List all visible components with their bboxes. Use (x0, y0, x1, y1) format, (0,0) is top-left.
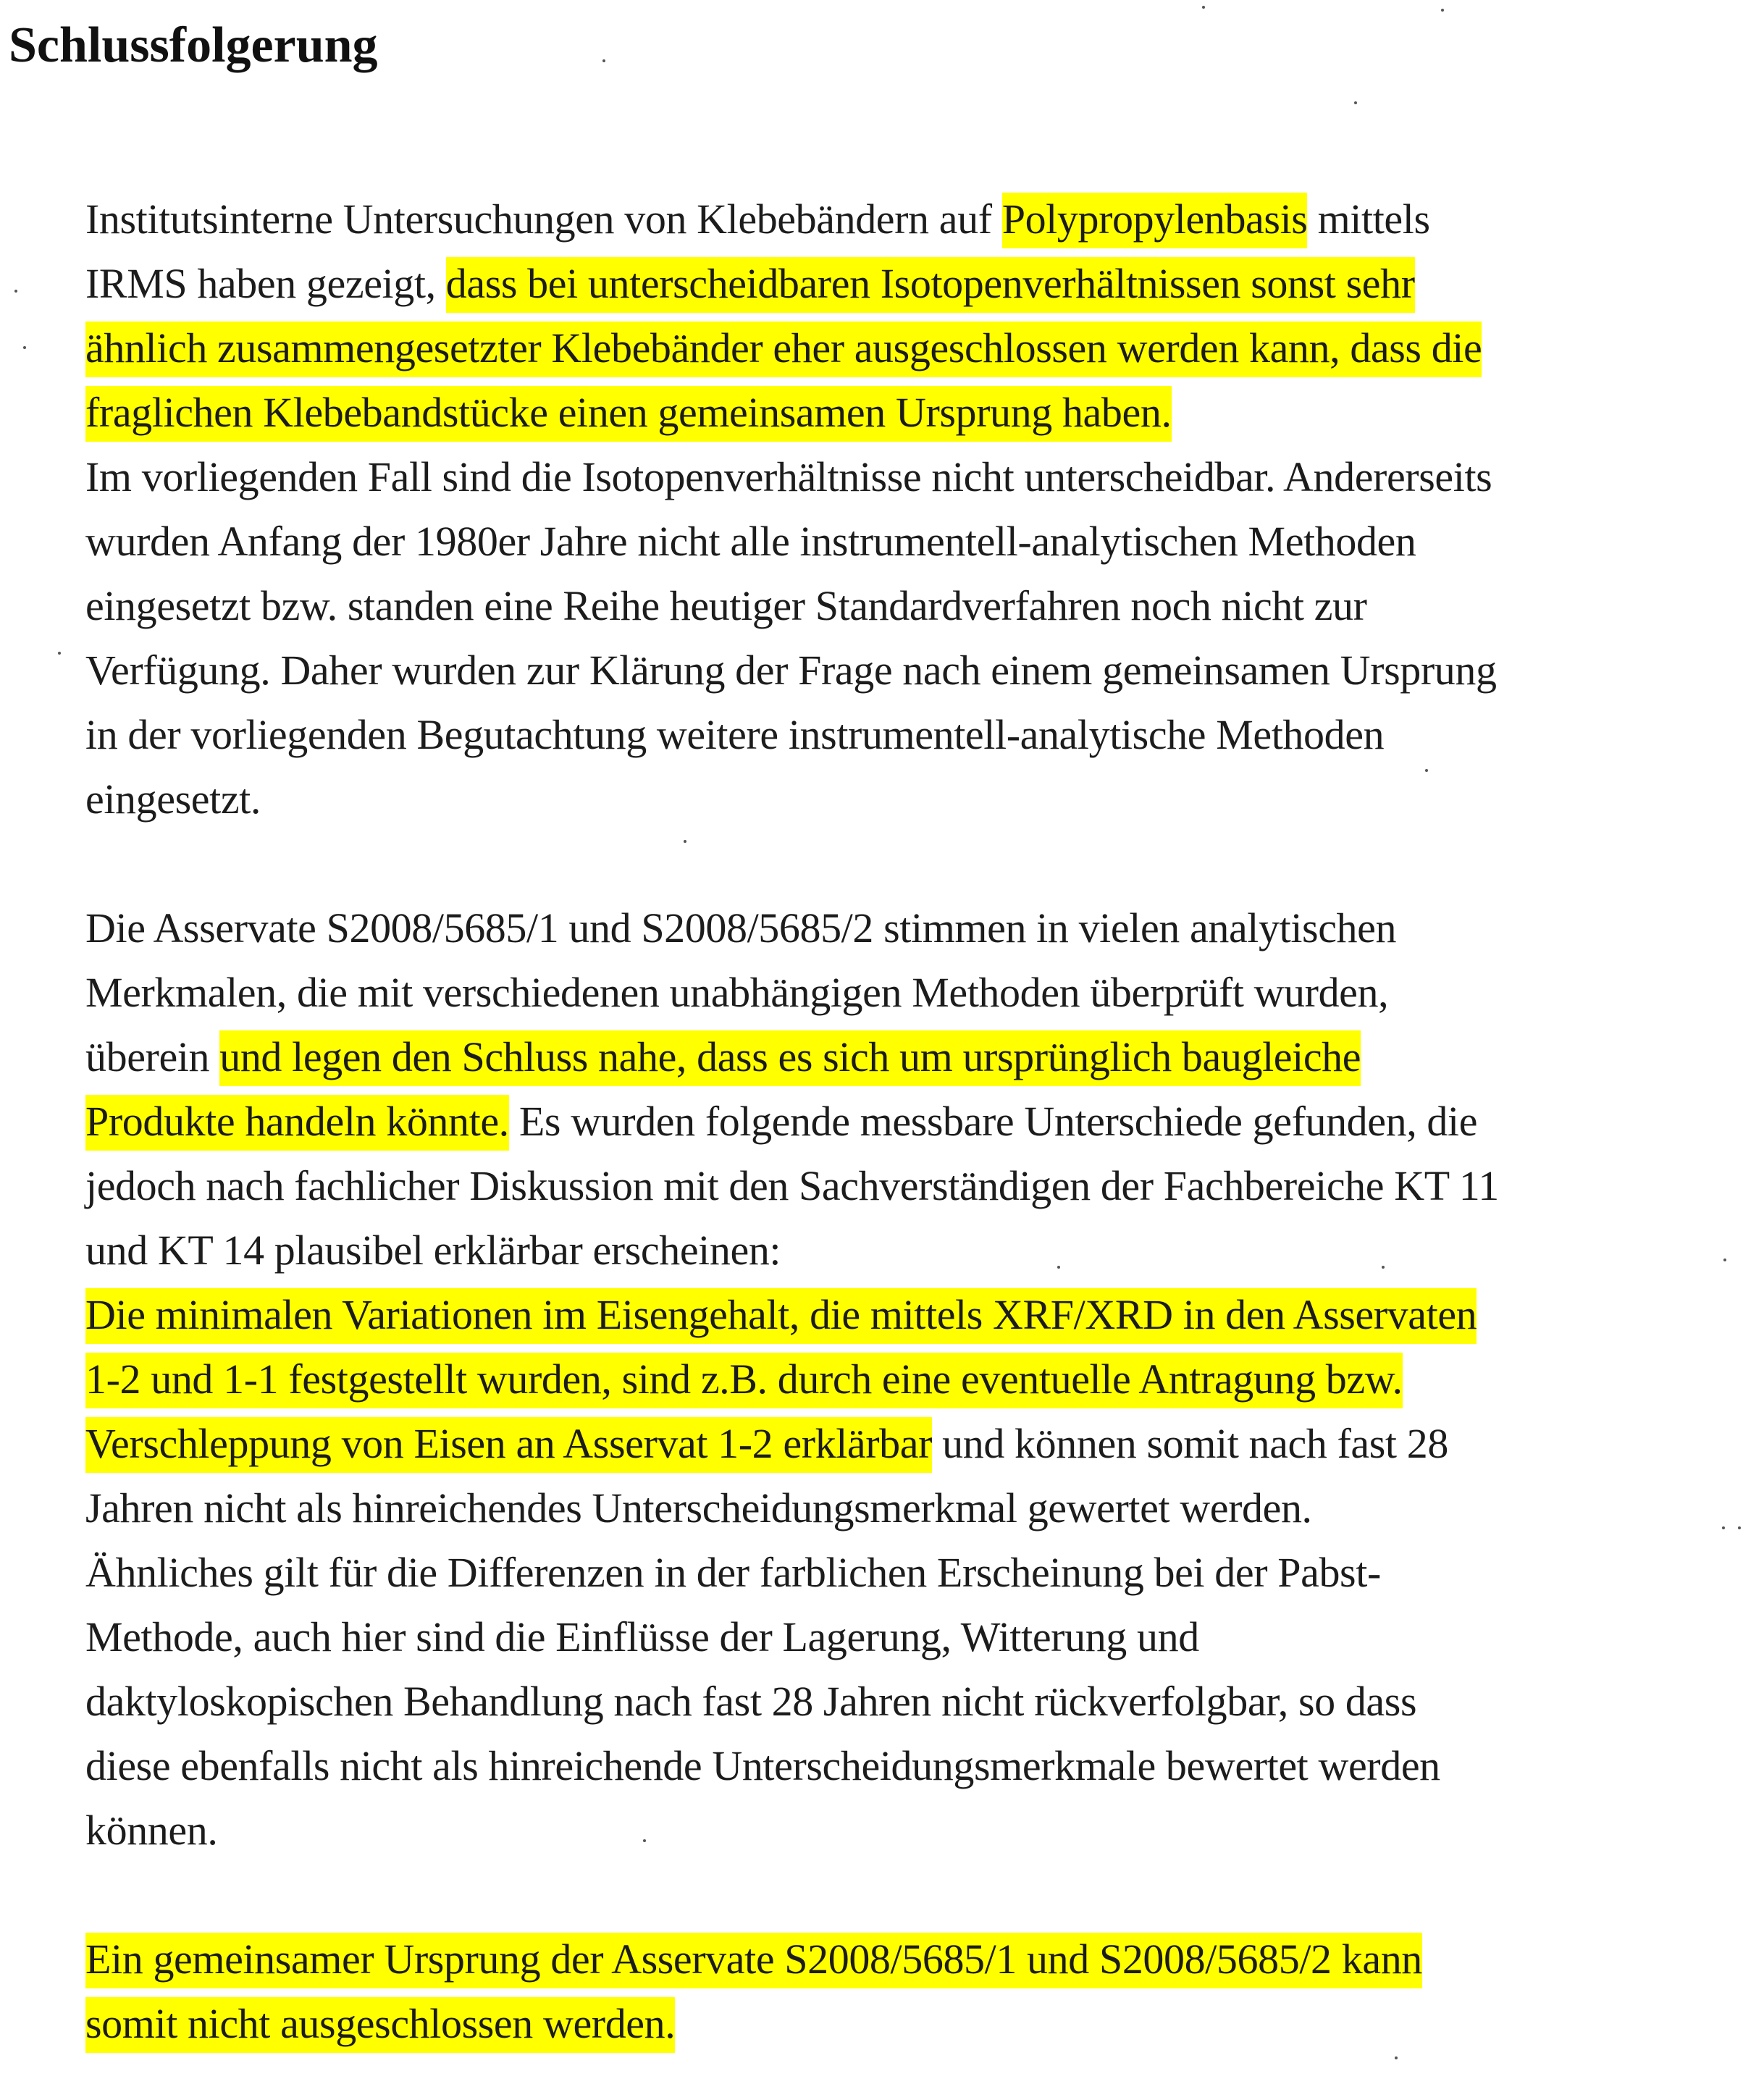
text-segment: in der vorliegenden Begutachtung weitere instrumentell-analytische Methoden (85, 711, 1385, 758)
text-segment: daktyloskopischen Behandlung nach fast 28 Jahren nicht rückverfolgbar, so dass (85, 1678, 1417, 1725)
text-line (85, 960, 1388, 1025)
text-segment: und können somit nach fast 28 (932, 1420, 1448, 1467)
scan-speck (1057, 1266, 1060, 1269)
text-line (85, 896, 1396, 961)
page-heading: Schlussfolgerung (9, 17, 378, 73)
text-segment: Merkmalen, die mit verschiedenen unabhängigen Methoden überprüft wurden, (85, 969, 1389, 1016)
scan-speck (1425, 769, 1428, 772)
text-line (85, 1734, 1440, 1799)
text-segment: Verfügung. Daher wurden zur Klärung der Frage nach einem gemeinsamen Ursprung (85, 647, 1497, 694)
text-line (85, 1347, 1403, 1412)
text-segment: Ähnliches gilt für die Differenzen in der farblichen Erscheinung bei der Pabst- (85, 1549, 1381, 1596)
text-segment: Jahren nicht als hinreichendes Unterscheidungsmerkmal gewertet werden. (85, 1484, 1312, 1532)
scan-speck (23, 346, 26, 349)
text-segment: Im vorliegenden Fall sind die Isotopenverhältnisse nicht unterscheidbar. Andererseits (85, 453, 1492, 500)
highlighted-text: Produkte handeln könnte. (85, 1095, 509, 1151)
text-segment: wurden Anfang der 1980er Jahre nicht alle instrumentell-analytischen Methoden (85, 518, 1416, 565)
text-line (85, 1991, 675, 2056)
text-line (85, 1154, 1499, 1219)
scan-speck (1738, 1526, 1741, 1529)
text-line (85, 702, 1384, 768)
text-line (85, 638, 1497, 703)
text-segment: und KT 14 plausibel erklärbar erscheinen: (85, 1227, 781, 1274)
text-segment: IRMS haben gezeigt, (85, 260, 446, 307)
highlighted-text: fraglichen Klebebandstücke einen gemeinsamen Ursprung haben. (85, 386, 1172, 442)
text-line (85, 1540, 1381, 1605)
scan-speck (1441, 9, 1444, 12)
scan-speck (1382, 1266, 1385, 1269)
highlighted-text: dass bei unterscheidbaren Isotopenverhältnissen sonst sehr (446, 257, 1415, 313)
text-line (85, 380, 1172, 445)
scan-speck (1723, 1259, 1726, 1261)
text-segment: eingesetzt. (85, 776, 261, 823)
text-segment: jedoch nach fachlicher Diskussion mit den Sachverständigen der Fachbereiche KT 11 (85, 1162, 1499, 1209)
text-line (85, 251, 1415, 316)
scan-speck (1395, 2056, 1398, 2059)
scan-speck (1202, 6, 1205, 9)
text-segment: mittels (1307, 196, 1430, 243)
text-line (85, 1025, 1361, 1090)
highlighted-text: Ein gemeinsamer Ursprung der Asservate S2008/5685/1 und S2008/5685/2 kann (85, 1933, 1422, 1988)
scan-speck (58, 652, 61, 655)
highlighted-text: ähnlich zusammengesetzter Klebebänder eher ausgeschlossen werden kann, dass die (85, 322, 1482, 377)
highlighted-text: somit nicht ausgeschlossen werden. (85, 1997, 675, 2053)
text-line (85, 1476, 1312, 1541)
text-segment: überein (85, 1033, 220, 1080)
scan-speck (14, 290, 17, 293)
highlighted-text: und legen den Schluss nahe, dass es sich um ursprünglich baugleiche (219, 1030, 1361, 1086)
text-line (85, 1927, 1422, 1992)
text-line (85, 1282, 1477, 1348)
text-line (85, 1605, 1199, 1670)
scan-speck (602, 59, 605, 62)
text-line (85, 445, 1492, 510)
text-line (85, 573, 1367, 639)
scan-speck (643, 1839, 646, 1842)
text-segment: können. (85, 1807, 218, 1854)
text-line (85, 509, 1416, 574)
highlighted-text: Die minimalen Variationen im Eisengehalt, die mittels XRF/XRD in den Asservaten (85, 1288, 1477, 1344)
text-segment: Es wurden folgende messbare Unterschiede gefunden, die (508, 1098, 1478, 1145)
text-line (85, 1089, 1477, 1154)
highlighted-text: 1-2 und 1-1 festgestellt wurden, sind z.B. durch eine eventuelle Antragung bzw. (85, 1353, 1403, 1408)
text-segment: Institutsinterne Untersuchungen von Klebebändern auf (85, 196, 1002, 243)
text-segment: diese ebenfalls nicht als hinreichende Unterscheidungsmerkmale bewertet werden (85, 1742, 1440, 1789)
text-line (85, 1798, 217, 1863)
scan-speck (1722, 1526, 1725, 1529)
text-segment: Methode, auch hier sind die Einflüsse der Lagerung, Witterung und (85, 1613, 1199, 1660)
text-segment: eingesetzt bzw. standen eine Reihe heutiger Standardverfahren noch nicht zur (85, 582, 1367, 629)
text-line (85, 1669, 1416, 1734)
highlighted-text: Polypropylenbasis (1002, 193, 1308, 248)
text-line (85, 1218, 781, 1283)
text-line (85, 316, 1482, 381)
text-line (85, 187, 1430, 252)
text-line (85, 767, 261, 832)
text-line (85, 1411, 1448, 1476)
scan-speck (684, 840, 686, 843)
text-segment: Die Asservate S2008/5685/1 und S2008/5685/2 stimmen in vielen analytischen (85, 904, 1397, 951)
highlighted-text: Verschleppung von Eisen an Asservat 1-2 erklärbar (85, 1417, 932, 1473)
scan-speck (1354, 101, 1357, 104)
